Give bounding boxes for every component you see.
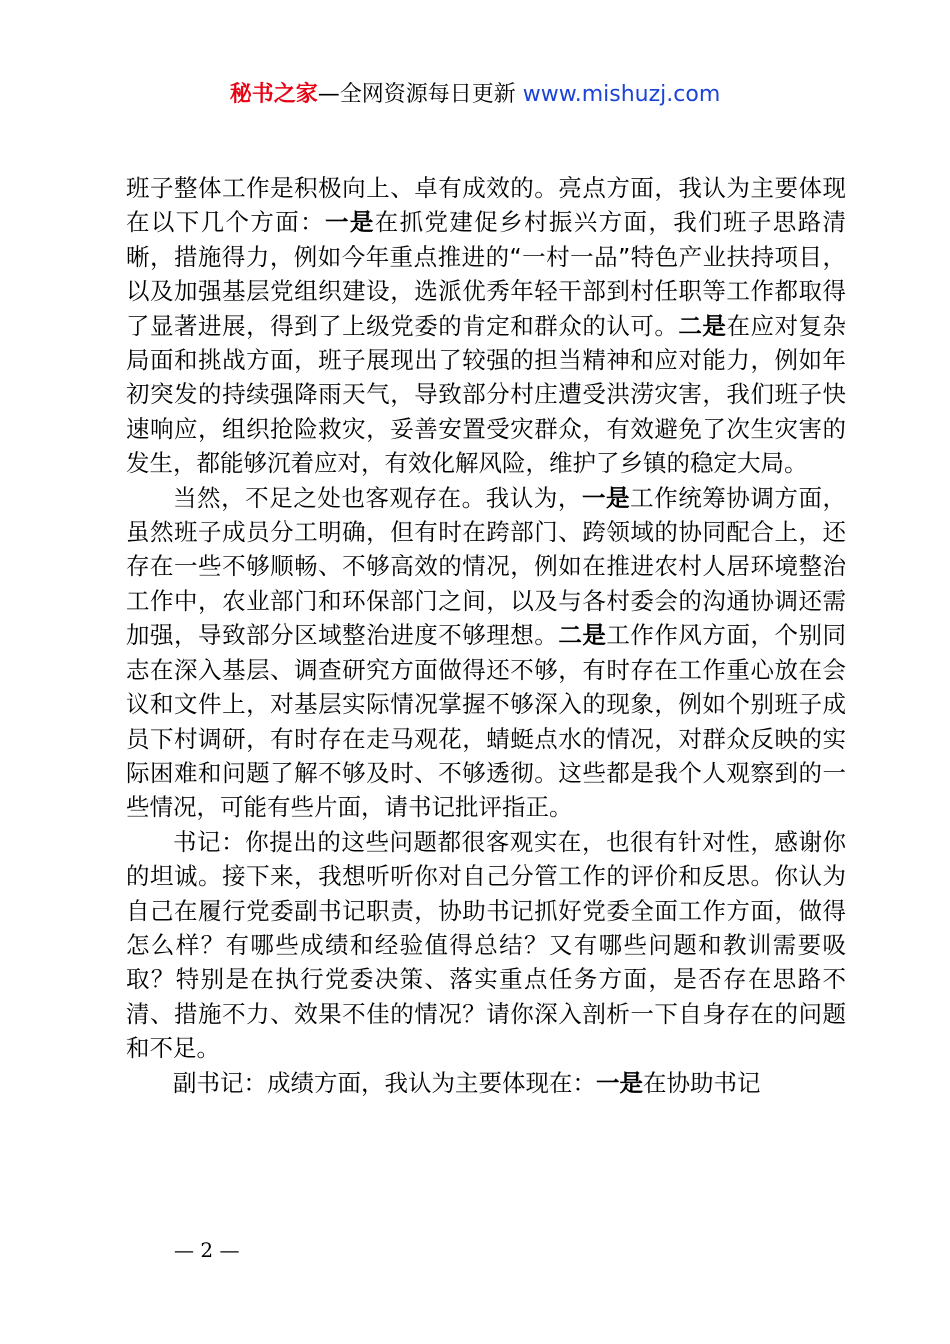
- paragraph: [126, 171, 846, 481]
- text-segment: 书记：你提出的这些问题都很客观实在，也很有针对性，感谢你的坦诚。接下来，我想听听你对自己分管工作的评价和反思。你认为自己在履行党委副书记职责，协助书记抓好党委全面工作方面，做得怎么样？有哪些成绩和经验值得总结？又有哪些问题和教训需要吸取？特别是在执行党委决策、落实重点任务方面，是否存在思路不清、措施不力、效果不佳的情况？请你深入剖析一下自身存在的问题和不足。: [126, 827, 846, 1063]
- paragraph: [126, 825, 846, 1066]
- site-url-link[interactable]: www.mishuzj.com: [522, 82, 721, 107]
- site-header: [0, 80, 950, 110]
- bold-marker: 一是: [325, 208, 375, 237]
- document-body: [126, 171, 846, 1100]
- text-segment: 工作统筹协调方面，虽然班子成员分工明确，但有时在跨部门、跨领域的协同配合上，还存在一些不够顺畅、不够高效的情况，例如在推进农村人居环境整治工作中，农业部门和环保部门之间，以及与各村委会的沟通协调还需加强，导致部分区域整治进度不够理想。: [126, 483, 847, 650]
- site-brand: 秘书之家: [229, 82, 318, 107]
- header-separator: —: [317, 82, 340, 107]
- page-number: — 2 —: [174, 1238, 240, 1262]
- text-segment: 当然，不足之处也客观存在。我认为，: [173, 483, 582, 512]
- bold-marker: 二是: [558, 621, 607, 650]
- text-segment: 在应对复杂局面和挑战方面，班子展现出了较强的担当精神和应对能力，例如年初突发的持续强降雨天气，导致部分村庄遭受洪涝灾害，我们班子快速响应，组织抢险救灾，妥善安置受灾群众，有效避免了次生灾害的发生，都能够沉着应对，有效化解风险，维护了乡镇的稳定大局。: [126, 311, 847, 478]
- bold-marker: 一是: [581, 483, 631, 512]
- paragraph: [126, 1066, 846, 1100]
- text-segment: 在协助书记: [643, 1068, 761, 1097]
- text-segment: 副书记：成绩方面，我认为主要体现在：: [173, 1068, 596, 1097]
- bold-marker: 二是: [678, 311, 727, 340]
- text-segment: 工作作风方面，个别同志在深入基层、调查研究方面做得还不够，有时存在工作重心放在会议和文件上，对基层实际情况掌握不够深入的现象，例如个别班子成员下村调研，有时存在走马观花，蜻蜓点水的情况，对群众反映的实际困难和问题了解不够及时、不够透彻。这些都是我个人观察到的一些情况，可能有些片面，请书记批评指正。: [126, 621, 847, 822]
- header-tagline: 全网资源每日更新: [339, 82, 516, 107]
- text-segment: 班子整体工作是积极向上、卓有成效的。亮点方面，我认为主要体现在以下几个方面：: [126, 174, 846, 237]
- bold-marker: 一是: [596, 1068, 643, 1097]
- paragraph: [126, 481, 846, 825]
- text-segment: 在抓党建促乡村振兴方面，我们班子思路清晰，措施得力，例如今年重点推进的“一村一品”特色产业扶持项目，以及加强基层党组织建设，选派优秀年轻干部到村任职等工作都取得了显著进展，得到了上级党委的肯定和群众的认可。: [126, 208, 846, 340]
